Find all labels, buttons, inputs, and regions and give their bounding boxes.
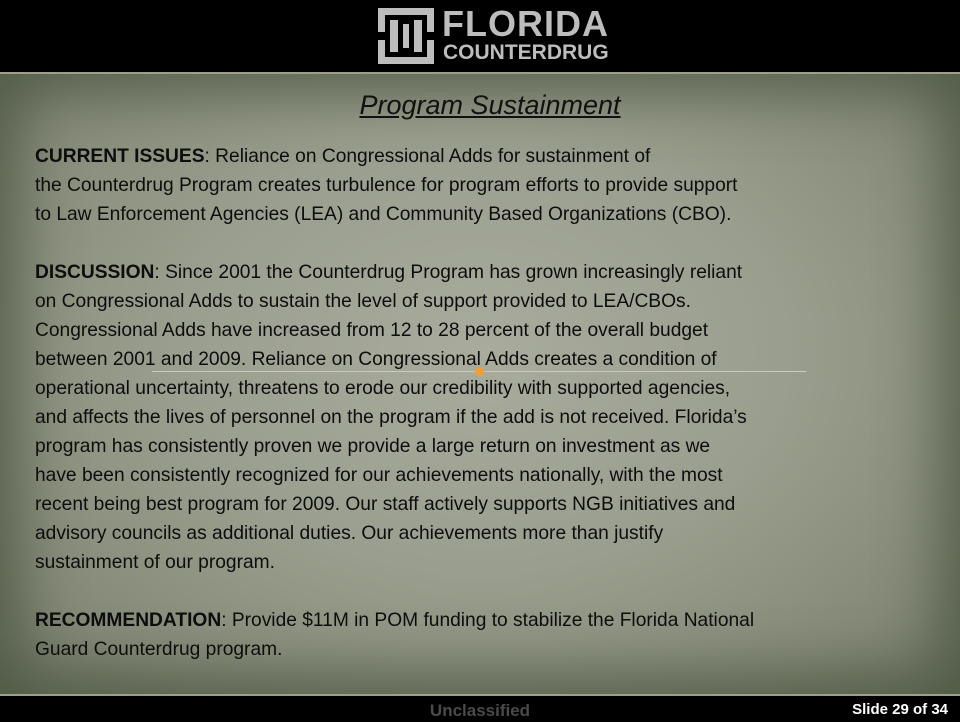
recommendation-paragraph [35, 606, 940, 664]
florida-counterdrug-logo [376, 3, 609, 68]
discussion-paragraph [35, 258, 940, 577]
header-bar [0, 0, 960, 74]
recommendation-heading: RECOMMENDATION [35, 610, 222, 631]
logo-title: FLORIDA [442, 3, 609, 44]
recommendation-body: : Provide $11M in POM funding to stabilize the Florida National Guard Counterdrug program. [35, 610, 755, 660]
current-issues-body: : Reliance on Congressional Adds for sustainment of the Counterdrug Program creates turbulence for program efforts to provide support to Law Enforcement Agencies (LEA) and Community Based Organizations (CBO). [35, 146, 738, 225]
slide-number: Slide 29 of 34 [852, 701, 948, 718]
classification-label: Unclassified [429, 701, 531, 720]
slide-content [35, 142, 940, 664]
discussion-heading: DISCUSSION [35, 262, 155, 283]
logo-subtitle: COUNTERDRUG [443, 41, 609, 64]
discussion-body: : Since 2001 the Counterdrug Program has grown increasingly reliant on Congressional Adds to sustain the level of support provided to LEA/CBOs. Congressional Adds have increased from 12 to 28 percent of the overall budget between 2001 and 2009. Reliance on Congressional Adds creates a condition of operational uncertainty, threatens to erode our credibility with supported agencies, and affects the lives of personnel on the program if the add is not received. Florida’s program has consistently proven we provide a large return on investment as we have been consistently recognized for our achievements nationally, with the most recent being best program for 2009. Our staff actively supports NGB initiatives and advisory councils as additional duties. Our achievements more than justify sustainment of our program. [35, 262, 747, 573]
square-frame-logo-icon [376, 6, 436, 66]
slide-title: Program Sustainment [359, 90, 621, 120]
current-issues-paragraph [35, 142, 940, 229]
current-issues-heading: CURRENT ISSUES [35, 146, 205, 167]
